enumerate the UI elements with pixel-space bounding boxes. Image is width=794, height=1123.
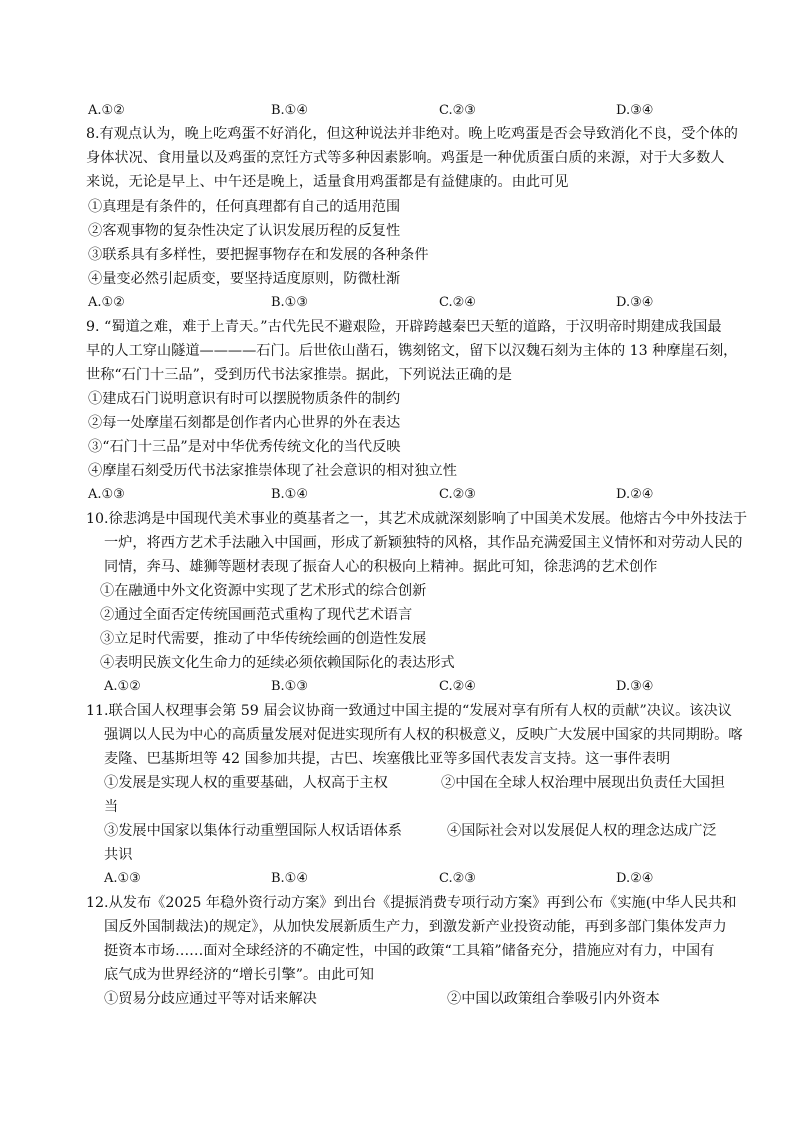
q11-item-2-wrap: 当 xyxy=(104,799,119,815)
q10-option-c[interactable]: C.②④ xyxy=(439,679,476,694)
q11-option-b[interactable]: B.①④ xyxy=(271,871,308,886)
q9-option-a[interactable]: A.①③ xyxy=(88,487,125,502)
q11-item-2: ②中国在全球人权治理中展现出负责任大国担 xyxy=(441,775,725,791)
q10-option-a[interactable]: A.①② xyxy=(104,679,141,694)
q8-item-1: ①真理是有条件的，任何真理都有自己的适用范围 xyxy=(88,199,401,215)
q8-stem-line-2: 身体状况、食用量以及鸡蛋的烹饪方式等多种因素影响。鸡蛋是一种优质蛋白质的来源，对于大多数人 xyxy=(86,150,725,166)
q12-stem-line-4: 底气成为世界经济的“增长引擎”。由此可知 xyxy=(104,967,374,983)
q7-option-c[interactable]: C.②③ xyxy=(439,103,476,118)
q8-option-b[interactable]: B.①③ xyxy=(271,295,308,310)
q7-option-b[interactable]: B.①④ xyxy=(271,103,308,118)
q8-option-a[interactable]: A.①② xyxy=(88,295,125,310)
q12-item-1: ①贸易分歧应通过平等对话来解决 xyxy=(104,991,317,1007)
q8-item-2: ②客观事物的复杂性决定了认识发展历程的反复性 xyxy=(88,223,401,239)
q11-option-d[interactable]: D.②④ xyxy=(616,871,654,886)
q10-option-d[interactable]: D.③④ xyxy=(616,679,654,694)
q9-item-2: ②每一处摩崖石刻都是创作者内心世界的外在表达 xyxy=(88,415,401,431)
q9-option-d[interactable]: D.②④ xyxy=(616,487,654,502)
q10-stem-line-1: 10.徐悲鸿是中国现代美术事业的奠基者之一，其艺术成就深刻影响了中国美术发展。他熔古今中外技法于 xyxy=(86,511,748,527)
q9-stem-line-3: 世称“石门十三品”，受到历代书法家推崇。据此，下列说法正确的是 xyxy=(86,367,512,383)
q9-item-4: ④摩崖石刻受历代书法家推崇体现了社会意识的相对独立性 xyxy=(88,463,457,479)
q8-option-d[interactable]: D.③④ xyxy=(616,295,654,310)
q11-option-c[interactable]: C.②③ xyxy=(439,871,476,886)
q9-item-1: ①建成石门说明意识有时可以摆脱物质条件的制约 xyxy=(88,391,401,407)
q9-option-b[interactable]: B.①④ xyxy=(271,487,308,502)
q11-item-3: ③发展中国家以集体行动重塑国际人权话语体系 xyxy=(104,823,402,839)
q7-option-d[interactable]: D.③④ xyxy=(616,103,654,118)
q9-option-c[interactable]: C.②③ xyxy=(439,487,476,502)
q11-stem-line-2: 强调以人民为中心的高质量发展对促进实现所有人权的积极意义，反映广大发展中国家的共同期盼。喀 xyxy=(104,727,743,743)
q12-stem-line-1: 12.从发布《2025 年稳外资行动方案》到出台《提振消费专项行动方案》再到公布《实施(中华人民共和 xyxy=(86,895,737,911)
q9-stem-line-1: 9. “蜀道之难，难于上青天。”古代先民不避艰险，开辟跨越秦巴天堑的道路，于汉明帝时期建成我国最 xyxy=(86,319,722,335)
q11-item-1: ①发展是实现人权的重要基础，人权高于主权 xyxy=(104,775,388,791)
q8-stem-line-3: 来说，无论是早上、中午还是晚上，适量食用鸡蛋都是有益健康的。由此可见 xyxy=(86,174,569,190)
q11-item-4-wrap: 共识 xyxy=(104,847,133,863)
q9-item-3: ③“石门十三品”是对中华优秀传统文化的当代反映 xyxy=(88,439,401,455)
q8-stem-line-1: 8.有观点认为，晚上吃鸡蛋不好消化，但这种说法并非绝对。晚上吃鸡蛋是否会导致消化不良，受个体的 xyxy=(86,126,738,142)
q11-stem-line-1: 11.联合国人权理事会第 59 届会议协商一致通过中国主提的“发展对享有所有人权的贡献”决议。该决议 xyxy=(86,703,732,719)
q11-stem-line-3: 麦隆、巴基斯坦等 42 国参加共提，古巴、埃塞俄比亚等多国代表发言支持。这一事件表明 xyxy=(104,751,671,767)
q11-option-a[interactable]: A.①③ xyxy=(104,871,141,886)
q10-stem-line-3: 同情，奔马、雄狮等题材表现了振奋人心的积极向上精神。据此可知，徐悲鸿的艺术创作 xyxy=(104,559,658,575)
q8-item-3: ③联系具有多样性，要把握事物存在和发展的各种条件 xyxy=(88,247,429,263)
q12-stem-line-3: 挺资本市场……面对全球经济的不确定性，中国的政策“工具箱”储备充分，措施应对有力，中国有 xyxy=(104,943,715,959)
q12-item-2: ②中国以政策组合拳吸引内外资本 xyxy=(447,991,660,1007)
q7-option-a[interactable]: A.①② xyxy=(88,103,125,118)
q9-stem-line-2: 早的人工穿山隧道————石门。后世依山凿石，镌刻铭文，留下以汉魏石刻为主体的 13 种摩崖石刻， xyxy=(86,343,738,359)
q10-stem-line-2: 一炉，将西方艺术手法融入中国画，形成了新颖独特的风格，其作品充满爱国主义情怀和对劳动人民的 xyxy=(104,535,743,551)
q10-item-3: ③立足时代需要，推动了中华传统绘画的创造性发展 xyxy=(100,631,427,647)
q12-stem-line-2: 国反外国制裁法)的规定》，从加快发展新质生产力，到激发新产业投资动能，再到多部门集体发声力 xyxy=(104,919,727,935)
q10-option-b[interactable]: B.①③ xyxy=(271,679,308,694)
q8-option-c[interactable]: C.②④ xyxy=(439,295,476,310)
q10-item-1: ①在融通中外文化资源中实现了艺术形式的综合创新 xyxy=(100,583,427,599)
q11-item-4: ④国际社会对以发展促人权的理念达成广泛 xyxy=(447,823,717,839)
q10-item-2: ②通过全面否定传统国画范式重构了现代艺术语言 xyxy=(100,607,413,623)
q8-item-4: ④量变必然引起质变，要坚持适度原则，防微杜渐 xyxy=(88,271,401,287)
q10-item-4: ④表明民族文化生命力的延续必须依赖国际化的表达形式 xyxy=(100,655,455,671)
